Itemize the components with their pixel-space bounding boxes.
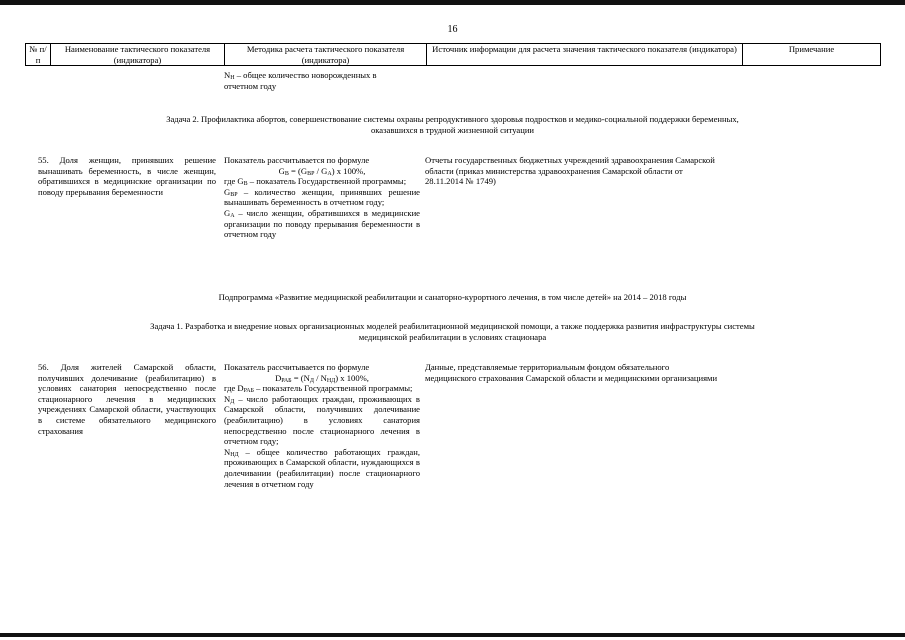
row-56-formula: $D_{РАБ} = (N_Д / N_{НД})$ x 100%, [275,372,369,384]
row-56-name: 56. Доля жителей Самарской области, получивших долечивание (реабилитацию) в условиях санатория непосредственно после стационарного лечения в медицинских учреждениях Самарской области, участвующих в системе обязательного медицинского страхования [38,362,216,436]
row-56-source: Данные, представляемые территориальным фондом обязательного медицинского страхования Самарской области и медицинскими организациями [425,362,718,383]
top-border [0,0,905,5]
bottom-border [0,633,905,637]
row-56-method: Показатель рассчитывается по формуле $D_{РАБ} = (N_Д / N_{НД})$ x 100%, где $D_{РАБ}$ – показатель Государственной программы; $N_Д$ – число работающих граждан, проживающих в Самарской области, получивших долечивание (реабилитацию) в условиях санатория непосредственно после стационарного лечения в отчетном году; $N_{НД}$ – общее количество работающих граждан, проживающих в Самарской области, нуждающихся в долечивании (реабилитации) после стационарного лечения в отчетном году [224,362,423,489]
header-col-number: № п/п [26,44,51,66]
row-55-formula: $G_В = (G_{ВР} / G_А)$ x 100%, [278,165,366,177]
row-55-method: Показатель рассчитывается по формуле $G_В = (G_{ВР} / G_А)$ x 100%, где $G_В$ – показатель Государственной программы; $G_{ВР}$ – количество женщин, принявших решение вынашивать беременность в отчетном году; $G_А$ – число женщин, обратившихся в медицинские организации по поводу прерывания беременности в отчетном году [224,155,423,240]
table-header [25,43,881,66]
row-55-name: 55. Доля женщин, принявших решение вынашивать беременность, в числе женщин, обратившихся в медицинские организации по поводу прерывания беременности [38,155,216,197]
header-col-source: Источник информации для расчета значения тактического показателя (индикатора) [427,44,743,66]
header-col-method: Методика расчета тактического показателя (индикатора) [225,44,427,66]
header-col-name: Наименование тактического показателя (индикатора) [51,44,225,66]
header-col-note: Примечание [743,44,881,66]
task-2-heading: Задача 2. Профилактика абортов, совершенствование системы охраны репродуктивного здоровья подростков и медико-социальной поддержки беременных, оказавшихся в трудной жизненной ситуации [166,114,739,135]
task-1-heading: Задача 1. Разработка и внедрение новых организационных моделей реабилитационной медицинской помощи, а также поддержка развития инфраструктуры системы медицинской реабилитации в условиях стационара [150,321,755,342]
subprogram-heading: Подпрограмма «Развитие медицинской реабилитации и санаторно-курортного лечения, в том числе детей» на 2014 – 2018 годы [218,292,687,302]
continuation-text: $N_Н$ – общее количество новорожденных в отчетном году [224,70,377,91]
row-55-source: Отчеты государственных бюджетных учреждений здравоохранения Самарской области (приказ министерства здравоохранения Самарской области от 28.11.2014 № 1749) [425,155,715,187]
page-number: 16 [447,24,458,35]
